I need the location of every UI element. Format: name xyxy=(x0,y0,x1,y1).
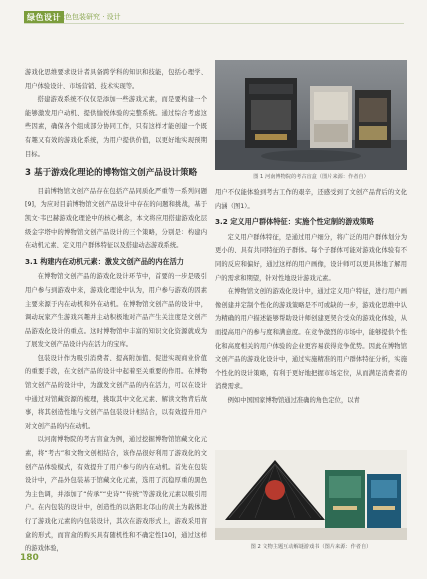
paragraph: 在博物馆文创的游戏化设计中，通过定义用户特征，进行用户画像创建并定制个性化的游戏策略是不可或缺的一步，游戏化思维中认为精确的用户描述能够帮助设计师创建更契合受众的游戏化体验，从而提高用户的参与度和满意度。在竞争激烈的市场中，能够提供个性化和高度相关的用户体验的企业更容易获得竞争优势。因此在博物馆文创产品的游戏化设计中，通过实施精准的用户群体特征分析，实施个性化的设计策略，有利于更好地把握市场定位，从而满足消费者的消费需求。 xyxy=(215,288,407,391)
puzzle-game-book-illustration xyxy=(215,450,407,540)
paragraph: 定义用户群体特征，是通过用户细分，将广泛的用户群体划分为更小的、具有共同特征的子群体。每个子群体可能对游戏化体验有不同的反应和偏好，通过这样的用户画像，设计师可以更具体地了解用户的需求和期望，针对性地设计游戏元素。 xyxy=(215,233,407,282)
archaeology-blind-box-illustration xyxy=(215,60,407,170)
figure-2-photo xyxy=(215,450,407,540)
book-cover-icon xyxy=(325,470,365,528)
paragraph: 游戏化思维要求设计者具备跨学科的知识和技能，包括心理学、用户体验设计、市场营销、技术实现等。 xyxy=(25,69,207,90)
paragraph: 例如中国国家博物馆通过准确的角色定位，以青 xyxy=(227,396,360,404)
paragraph: 搭建游戏系统不仅仅是添加一些游戏元素，而是要构建一个能够激发用户动机、提供愉悦体验的完整系统。通过综合考虑这些因素，确保各个组成部分协同工作，只有这样才能创建一个既有趣又有效的游戏化系统，为用户提供价值，以更好地实现预期目标。 xyxy=(25,96,207,158)
paragraph: 包装设计作为吸引消费者、提高附加值、促进实现商业价值的重要手段，在文创产品的设计中起着至关重要的作用。在博物馆文创产品的设计中，为激发文创产品的内在活力，可以在设计中通过对馆藏资源的梳理，挑取其中文化元素、解读文物背后故事，将其创造性地与文创产品包装设计相结合，以有效提升用户对文创产品的内在动机。 xyxy=(25,354,207,430)
paragraph: 在博物馆文创产品的游戏化设计环节中，首要的一步是吸引用户参与到游戏中来，游戏化理论中认为，用户参与游戏的因素主要来源于内在动机和外在动机。在博物馆文创产品的设计中，调动玩家产生游戏兴趣并主动积极地对产品产生关注度是文创产品游戏化设计的重点。这时博物馆中丰富的知识文化资源就成为了展发文创产品设计内在活力的宝库。 xyxy=(25,273,207,349)
right-column xyxy=(215,186,407,408)
subsection-heading: 3.2 定义用户群体特征：实施个性定制的游戏策略 xyxy=(215,217,374,227)
subsection-heading: 3.1 构建内在动机元素：激发文创产品的内在活力 xyxy=(25,256,184,266)
page-number: 180 xyxy=(20,553,39,563)
paragraph: 目前博物馆文创产品存在包括产品同质化严重等一系列问题[9]，为应对目前博物馆文创产品设计中存在的问题和挑战，基于凯文·韦巴赫游戏化理论中的核心概念，本文将应用搭建游戏化层级金字塔中的博物馆文创产品设计的三个策略，分别是：构建内在动机元素、定义用户群体特征以及搭建动态游戏系统。 xyxy=(25,187,207,250)
figure-1-photo xyxy=(215,60,407,170)
header-rule xyxy=(24,23,404,24)
paragraph: 用户不仅能体验到考古工作的艰辛，还感受到了文创产品背后的文化内涵（图1）。 xyxy=(215,189,407,210)
running-header xyxy=(0,0,427,32)
section-heading: 3 基于游戏化理论的博物馆文创产品设计策略 xyxy=(25,168,198,179)
section-label: 绿色包装研究 · 设计 xyxy=(58,13,121,21)
book-cover-icon xyxy=(367,474,401,528)
journal-brand-logo: 绿色设计 xyxy=(24,11,64,24)
left-column xyxy=(25,66,207,556)
figure-1-caption: 图 1 河南博物院的考古盲盒（图片来源：作者自） xyxy=(253,174,369,180)
figure-2-caption: 图 2 文物主题互动解谜游戏书（图片来源：作者自） xyxy=(250,544,372,550)
paragraph: 以河南博物院的考古盲盒为例，通过挖掘博物馆馆藏文化元素，将“考古”和文物文创相结合，该作品很好利用了游戏化的文创产品体验模式，有效提升了用户参与的内在动机。首先在包装设计中，产品外包装基于馆藏文化元素，选用了沉稳厚重的黑色为主色调，并添加了“传承”“史诗”“传统”等游戏化元素以吸引用户。在内包装的设计中，创造性的以洛阳北邙山的黄土为载体进行了游戏化元素的内包装设计，其次在游戏形式上，游戏采用盲盒的形式，而盲盒的购买具有随机性和不确定性[10]，通过这样的游戏体验， xyxy=(25,436,207,553)
